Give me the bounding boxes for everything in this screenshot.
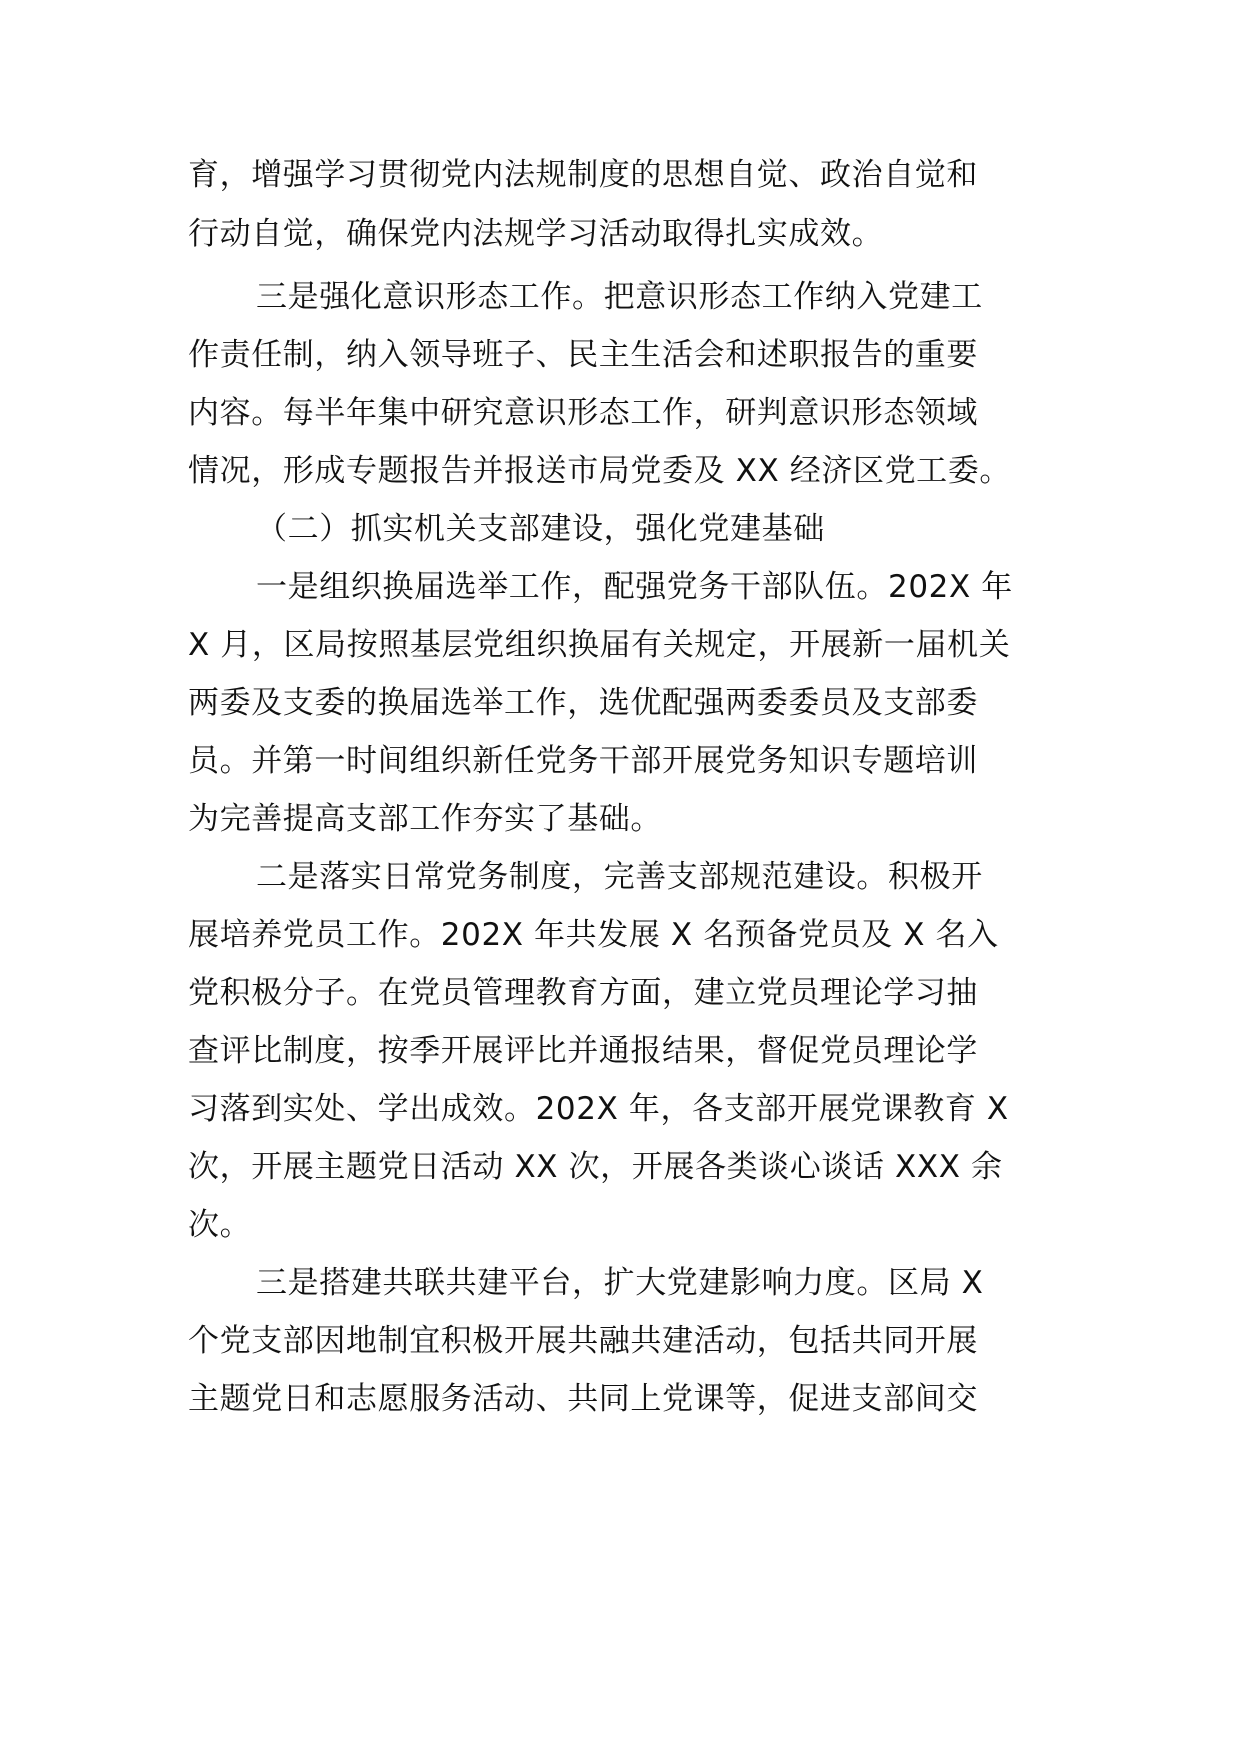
text-line: 作责任制，纳入领导班子、民主生活会和述职报告的重要 (188, 337, 978, 373)
paragraph-start: 一是组织换届选举工作，配强党务干部队伍。202X 年 (256, 569, 1013, 605)
text-line: 主题党日和志愿服务活动、共同上党课等，促进支部间交 (188, 1381, 978, 1417)
text-line: X 月，区局按照基层党组织换届有关规定，开展新一届机关 (188, 627, 1011, 663)
text-line: 内容。每半年集中研究意识形态工作，研判意识形态领域 (188, 395, 978, 431)
text-line: 党积极分子。在党员管理教育方面，建立党员理论学习抽 (188, 975, 978, 1011)
text-line: 个党支部因地制宜积极开展共融共建活动，包括共同开展 (188, 1323, 978, 1359)
paragraph-start: 二是落实日常党务制度，完善支部规范建设。积极开 (256, 859, 983, 895)
text-line: 员。并第一时间组织新任党务干部开展党务知识专题培训 (188, 743, 978, 779)
paragraph-start: 三是搭建共联共建平台，扩大党建影响力度。区局 X (256, 1265, 984, 1301)
text-line: 习落到实处、学出成效。202X 年，各支部开展党课教育 X (188, 1091, 1009, 1127)
text-line: 次，开展主题党日活动 XX 次，开展各类谈心谈话 XXX 余 (188, 1149, 1003, 1185)
text-line: 次。 (188, 1207, 252, 1243)
paragraph-start: 三是强化意识形态工作。把意识形态工作纳入党建工 (256, 279, 983, 315)
section-heading: （二）抓实机关支部建设，强化党建基础 (256, 511, 825, 547)
text-line: 展培养党员工作。202X 年共发展 X 名预备党员及 X 名入 (188, 917, 999, 953)
text-line: 查评比制度，按季开展评比并通报结果，督促党员理论学 (188, 1033, 978, 1069)
text-line: 情况，形成专题报告并报送市局党委及 XX 经济区党工委。 (188, 453, 1011, 489)
text-line: 育，增强学习贯彻党内法规制度的思想自觉、政治自觉和 (188, 157, 978, 193)
text-line: 为完善提高支部工作夯实了基础。 (188, 801, 662, 837)
text-line: 两委及支委的换届选举工作，选优配强两委委员及支部委 (188, 685, 978, 721)
text-line: 行动自觉，确保党内法规学习活动取得扎实成效。 (188, 216, 884, 252)
